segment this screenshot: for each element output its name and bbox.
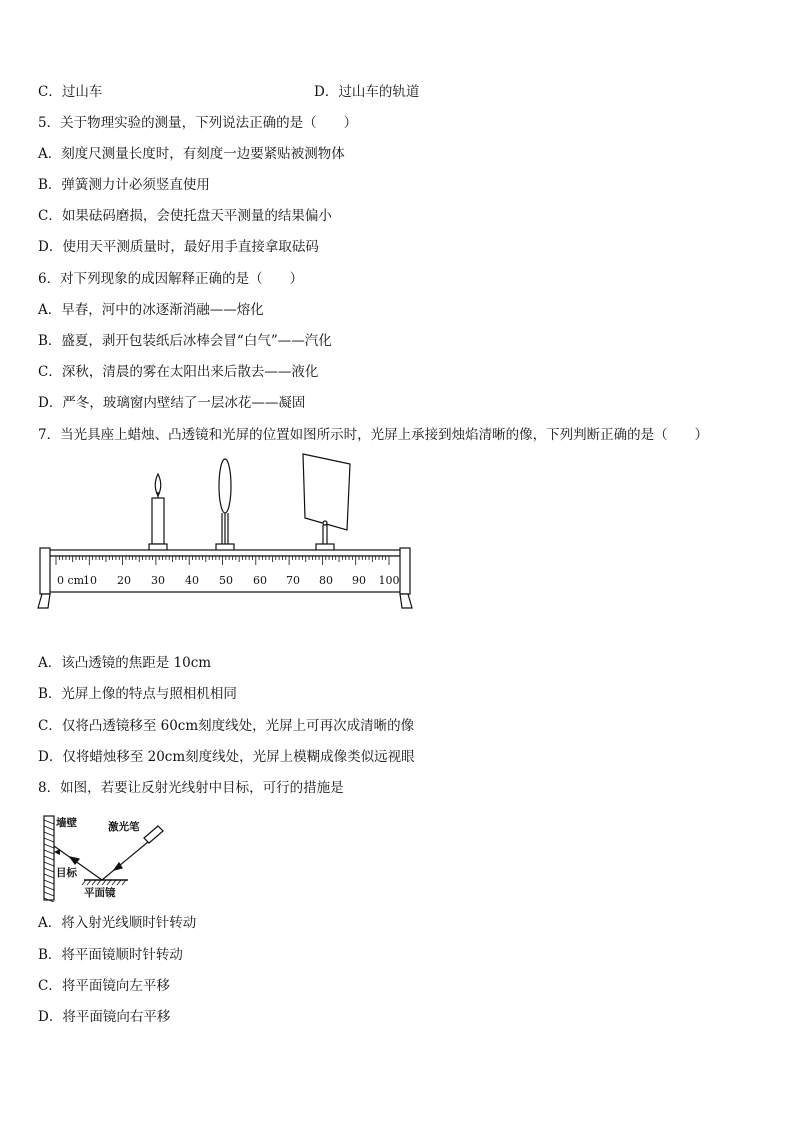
- ruler-label-30: 30: [151, 574, 165, 587]
- q6-option-b: B．盛夏，剥开包装纸后冰棒会冒“白气”——汽化: [38, 333, 332, 349]
- convex-lens: [216, 459, 234, 554]
- reflection-figure: [40, 812, 180, 902]
- light-screen: [303, 454, 350, 554]
- mirror-hatch-line: [122, 880, 126, 885]
- q7-stem: 7．当光具座上蜡烛、凸透镜和光屏的位置如图所示时，光屏上承接到烛焰清晰的像，下列判断正确的是（ ）: [38, 427, 709, 443]
- q8-option-a: A．将入射光线顺时针转动: [38, 915, 197, 931]
- ruler-label-60: 60: [253, 574, 267, 587]
- mirror-hatch: [82, 880, 126, 885]
- ruler-label-40: 40: [185, 574, 199, 587]
- ruler-label-20: 20: [117, 574, 131, 587]
- ruler-label-90: 90: [352, 574, 366, 587]
- wall-label: 墙壁: [56, 817, 77, 829]
- ruler-label-100: 100: [378, 574, 400, 587]
- q6-option-a: A．早春，河中的冰逐渐消融——熔化: [38, 302, 264, 318]
- q7-option-b: B．光屏上像的特点与照相机相同: [38, 686, 237, 702]
- candle: [149, 474, 167, 554]
- mirror-hatch-line: [82, 880, 86, 885]
- q5-option-c: C．如果砝码磨损，会使托盘天平测量的结果偏小: [38, 208, 332, 224]
- ruler-label-50: 50: [219, 574, 233, 587]
- reflection-labels: [56, 816, 140, 899]
- q7-option-d: D．仅将蜡烛移至 20cm刻度线处，光屏上模糊成像类似远视眼: [38, 749, 415, 765]
- optical-bench-figure: [36, 448, 416, 614]
- laser-label: 激光笔: [108, 821, 140, 833]
- ruler-label-10: 10: [83, 574, 97, 587]
- target-marker: [54, 849, 60, 855]
- q6-option-c: C．深秋，清晨的雾在太阳出来后散去——液化: [38, 364, 319, 380]
- mirror-label: 平面镜: [84, 887, 116, 899]
- ruler-label-80: 80: [319, 574, 333, 587]
- mirror-hatch-line: [97, 880, 101, 885]
- q6-stem: 6．对下列现象的成因解释正确的是（ ）: [38, 271, 304, 287]
- q8-option-c: C．将平面镜向左平移: [38, 978, 170, 994]
- q8-stem: 8．如图，若要让反射光线射中目标，可行的措施是: [38, 780, 344, 796]
- mirror-hatch-line: [92, 880, 96, 885]
- q5-option-d: D．使用天平测质量时，最好用手直接拿取砝码: [38, 239, 319, 255]
- q8-option-d: D．将平面镜向右平移: [38, 1009, 171, 1025]
- q5-stem: 5．关于物理实验的测量，下列说法正确的是（ ）: [38, 115, 358, 131]
- q6-option-d: D．严冬，玻璃窗内壁结了一层冰花——凝固: [38, 395, 306, 411]
- q7-option-c: C．仅将凸透镜移至 60cm刻度线处，光屏上可再次成清晰的像: [38, 718, 415, 734]
- laser-pen: [144, 826, 163, 843]
- q4-option-c: C．过山车: [38, 84, 103, 100]
- q5-option-b: B．弹簧测力计必须竖直使用: [38, 177, 210, 193]
- ruler-unit-label: 0 cm: [57, 574, 85, 587]
- q5-option-a: A．刻度尺测量长度时，有刻度一边要紧贴被测物体: [38, 146, 345, 162]
- mirror-hatch-line: [87, 880, 91, 885]
- mirror-hatch-line: [102, 880, 106, 885]
- mirror-hatch-line: [112, 880, 116, 885]
- q8-option-b: B．将平面镜顺时针转动: [38, 947, 183, 963]
- q7-option-a: A．该凸透镜的焦距是 10cm: [38, 655, 212, 671]
- mirror-hatch-line: [117, 880, 121, 885]
- ruler-label-70: 70: [286, 574, 300, 587]
- target-label: 目标: [56, 867, 77, 879]
- mirror-hatch-line: [107, 880, 111, 885]
- q4-option-d: D．过山车的轨道: [314, 84, 420, 100]
